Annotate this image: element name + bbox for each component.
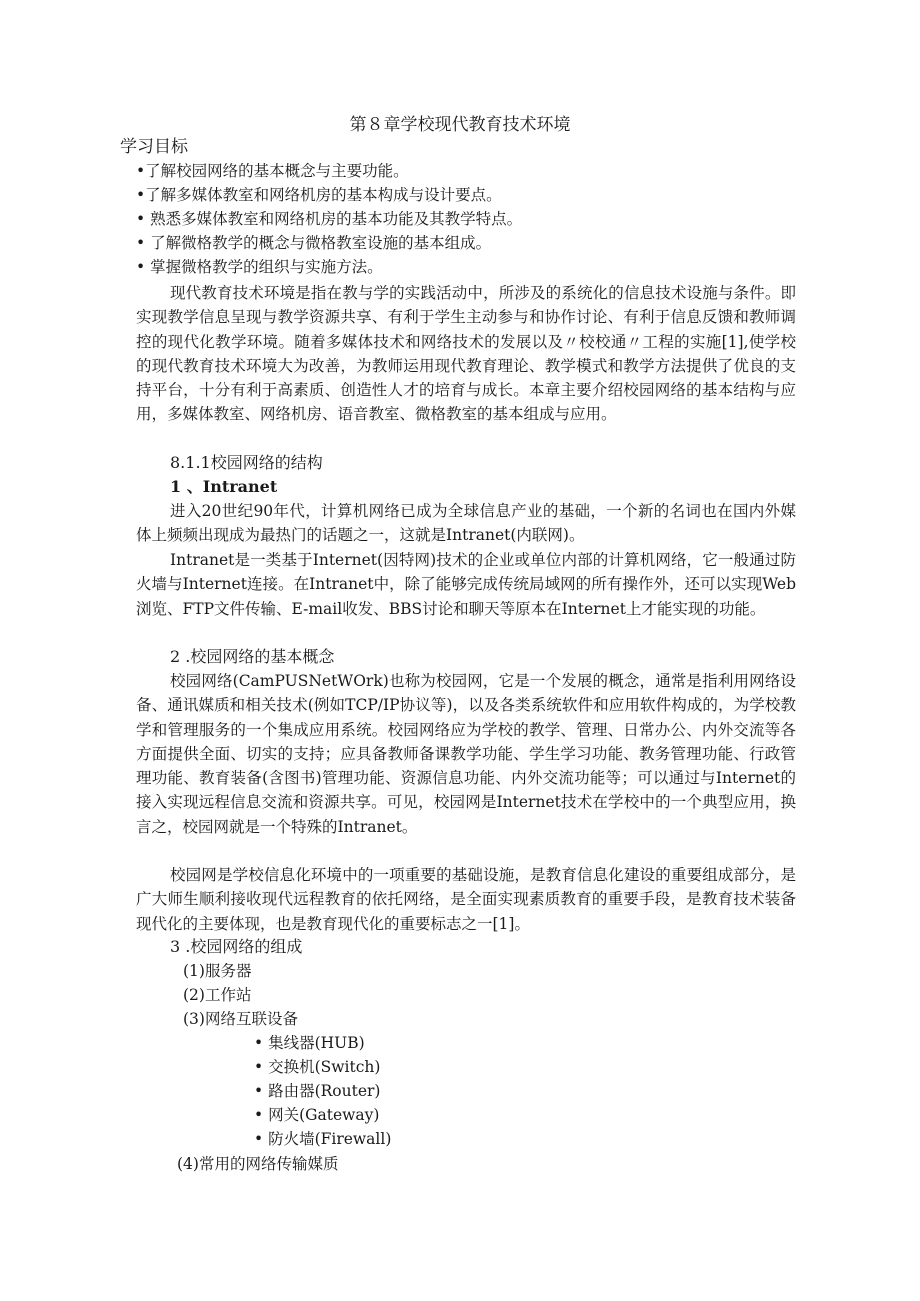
component-item: (3)网络互联设备 bbox=[183, 1010, 298, 1028]
intranet-paragraph-2: Intranet是一类基于Internet(因特网)技术的企业或单位内部的计算机网络，它一般通过防火墙与Internet连接。在Intranet中，除了能够完成传统局域网的所有操作外，还可以实现Web浏览、FTP文件传输、E-mail收发、BBS讨论和聊天等原本在Internet上才能实现的功能。 bbox=[136, 551, 796, 618]
objectives-heading: 学习目标 bbox=[120, 137, 188, 157]
device-item: • 交换机(Switch) bbox=[254, 1058, 381, 1076]
component-item: (4)常用的网络传输媒质 bbox=[177, 1155, 339, 1173]
objective-item: • 掌握微格教学的组织与实施方法。 bbox=[136, 258, 383, 276]
device-item: • 网关(Gateway) bbox=[254, 1106, 380, 1124]
component-item: (1)服务器 bbox=[183, 962, 252, 980]
intro-paragraph: 现代教育技术环境是指在教与学的实践活动中，所涉及的系统化的信息技术设施与条件。即实现教学信息呈现与教学资源共享、有利于学生主动参与和协作讨论、有利于信息反馈和教师调控的现代化教学环境。随着多媒体技术和网络技术的发展以及〃校校通〃工程的实施[1],使学校的现代教育技术环境大为改善，为教师运用现代教育理论、教学模式和教学方法提供了优良的支持平台，十分有利于高素质、创造性人才的培育与成长。本章主要介绍校园网络的基本结构与应用，多媒体教室、网络机房、语音教室、微格教室的基本组成与应用。 bbox=[136, 284, 796, 424]
objective-item: • 了解微格教学的概念与微格教室设施的基本组成。 bbox=[136, 234, 492, 252]
campus-network-paragraph-1: 校园网络(CamPUSNetWOrk)也称为校园网，它是一个发展的概念，通常是指利用网络设备、通讯媒质和相关技术(例如TCP/IP协议等)，以及各类系统软件和应用软件构成的，为学校教学和管理服务的一个集成应用系统。校园网络应为学校的教学、管理、日常办公、内外交流等各方面提供全面、切实的支持；应具备教师备课教学功能、学生学习功能、教务管理功能、行政管理功能、教育装备(含图书)管理功能、资源信息功能、内外交流功能等；可以通过与Internet的接入实现远程信息交流和资源共享。可见，校园网是Internet技术在学校中的一个典型应用，换言之，校园网就是一个特殊的Intranet。 bbox=[136, 672, 796, 836]
campus-network-paragraph-2: 校园网是学校信息化环境中的一项重要的基础设施，是教育信息化建设的重要组成部分，是广大师生顺利接收现代远程教育的依托网络，是全面实现素质教育的重要手段，是教育技术装备现代化的主要体现，也是教育现代化的重要标志之一[1]。 bbox=[136, 866, 796, 933]
subsection-heading-intranet: 1 、Intranet bbox=[170, 477, 278, 496]
device-item: • 路由器(Router) bbox=[254, 1082, 381, 1100]
objective-item: •了解多媒体教室和网络机房的基本构成与设计要点。 bbox=[136, 186, 502, 204]
subsection-heading-campus-concept: 2 .校园网络的基本概念 bbox=[170, 647, 335, 666]
objective-item: • 熟悉多媒体教室和网络机房的基本功能及其教学特点。 bbox=[136, 210, 523, 228]
intranet-paragraph-1: 进入20世纪90年代，计算机网络已成为全球信息产业的基础，一个新的名词也在国内外媒体上频频出现成为最热门的话题之一，这就是Intranet(内联网)。 bbox=[136, 502, 796, 545]
component-item: (2)工作站 bbox=[183, 986, 252, 1004]
section-heading-8-1-1: 8.1.1校园网络的结构 bbox=[170, 453, 323, 472]
subsection-heading-campus-components: 3 .校园网络的组成 bbox=[170, 937, 303, 956]
device-item: • 防火墙(Firewall) bbox=[254, 1130, 392, 1148]
device-item: • 集线器(HUB) bbox=[254, 1034, 365, 1052]
objective-item: •了解校园网络的基本概念与主要功能。 bbox=[136, 162, 409, 180]
chapter-title: 第８章学校现代教育技术环境 bbox=[349, 115, 571, 135]
